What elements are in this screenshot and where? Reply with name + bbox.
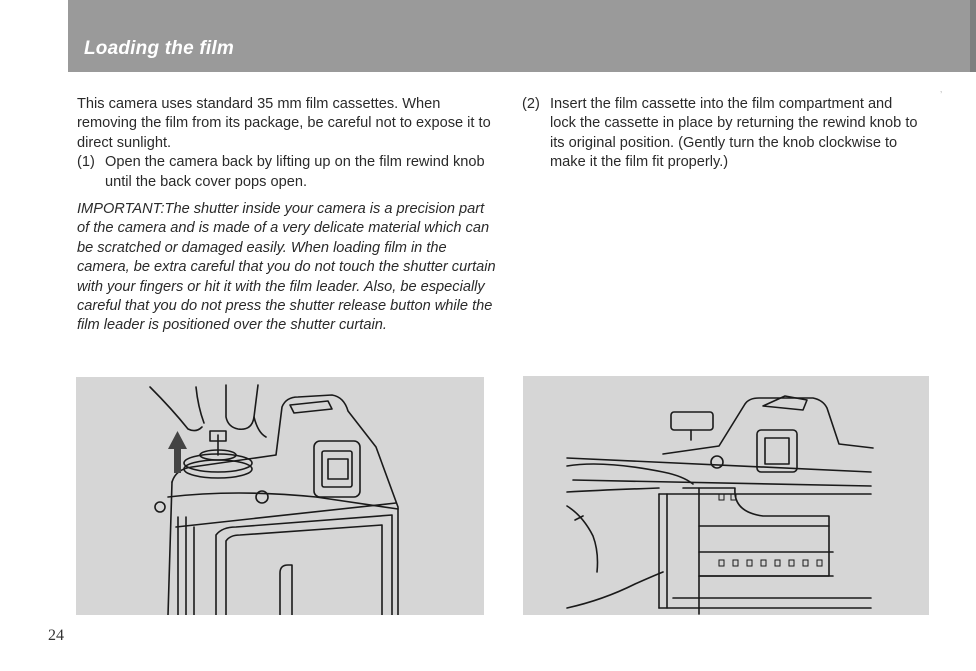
step-2 [522,95,922,173]
margin-mark: ‚ [940,84,943,95]
camera-back-drawing [76,377,484,615]
section-header-banner [68,0,976,72]
page-number: 24 [48,627,64,644]
illustration-insert-film-cassette [523,376,929,615]
right-column [522,95,922,173]
film-cassette-drawing [523,376,929,615]
important-note: IMPORTANT:The shutter inside your camera is a precision part of the camera and is made of a very delicate material which can be scratched or damaged easily. When loading film in the camera, be extra careful that you do not touch the shutter curtain with your fingers or hit it with the film leader. Also, be especially careful that you do not press the shutter release button while the film leader is positioned over the shutter curtain. [77,201,496,334]
step-2-text: Insert the film cassette into the film compartment and lock the cassette in place by returning the rewind knob to its original position. (Gently turn the knob clockwise to make it the film fit properly.) [550,96,918,171]
step-1-number: (1) [77,154,95,171]
step-1 [77,153,497,192]
step-1-text: Open the camera back by lifting up on the film rewind knob until the back cover pops open. [105,154,485,190]
illustration-open-camera-back [76,377,484,615]
left-column [77,95,497,336]
intro-paragraph: This camera uses standard 35 mm film cassettes. When removing the film from its package, be careful not to expose it to direct sunlight. [77,96,491,151]
section-title: Loading the film [84,38,234,59]
banner-edge [970,0,976,72]
step-2-number: (2) [522,96,540,112]
